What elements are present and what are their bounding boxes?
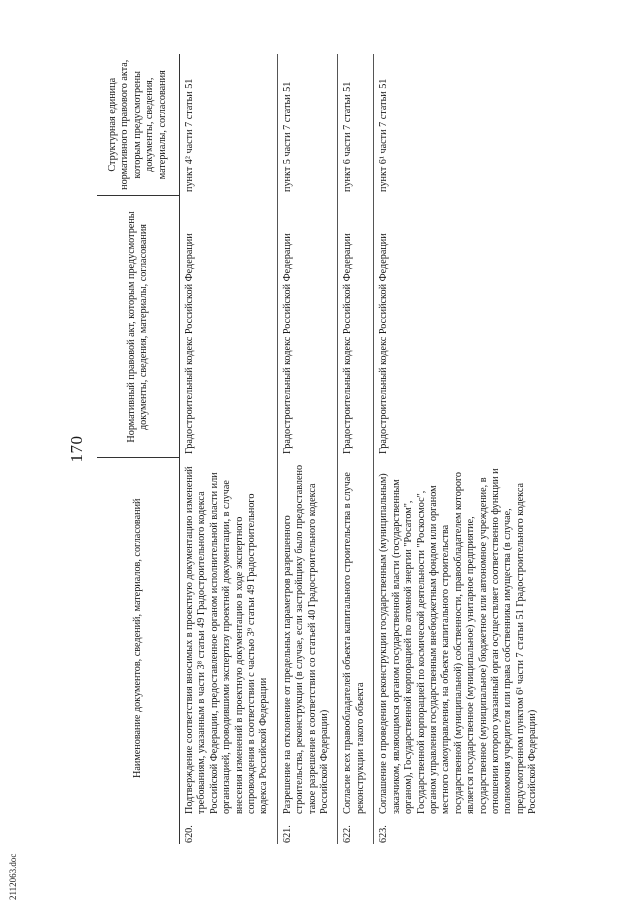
row-number: 620. xyxy=(184,825,195,843)
table-row xyxy=(374,54,546,844)
row-name: Подтверждение соответствия вносимых в проектную документацию изменений требованиям, указанным в части 3⁸ статьи 49 Градостроительного кодекса Российской Федерации, предоставленное органом исполнительной власти или организацией, проводившими экспертизу проектной документации, в случае внесения изменений в проектную документацию в ходе экспертного сопровождения в соответствии с частью 3⁹ статьи 49 Градостроительного кодекса Российской Федерации xyxy=(184,466,270,814)
row-unit: пункт 4² части 7 статьи 51 xyxy=(184,78,195,192)
row-number: 622. xyxy=(338,818,374,844)
header-number-cell xyxy=(97,818,180,844)
documents-table xyxy=(97,54,546,844)
row-unit: пункт 5 части 7 статьи 51 xyxy=(277,54,338,196)
page-number: 170 xyxy=(67,435,86,463)
row-act: Градостроительный кодекс Российской Федерации xyxy=(374,196,546,458)
row-name: Разрешение на отклонение от предельных параметров разрешенного строительства, реконструкции (в случае, если застройщику было предоставлено такое разрешение в соответствии со статьей 40 Градостроительного кодекса Российской Федерации) xyxy=(277,458,338,818)
document-file-id: 2112063.doc xyxy=(8,853,18,900)
table-row xyxy=(277,54,338,844)
row-unit: пункт 6 части 7 статьи 51 xyxy=(338,54,374,196)
row-name: Соглашение о проведении реконструкции государственным (муниципальным) заказчиком, являющимся органом государственной власти (государственным органом), Государственной корпорацией по атомной энергии "Росатом", Государственной корпорацией по космической деятельности "Роскосмос", органом управления государственным внебюджетным фондом или органом местного самоуправления, на объекте капитального строительства государственной (муниципальной) собственности, правообладателем которого является государственное (муниципальное) унитарное предприятие, государственное (муниципальное) бюджетное или автономное учреждение, в отношении которого указанный орган осуществляет соответственно функции и полномочия учредителя или права собственника имущества (в случае, предусмотренном пунктом 6¹ части 7 статьи 51 Градостроительного кодекса Российской Федерации) xyxy=(374,458,546,818)
row-act: Градостроительный кодекс Российской Федерации xyxy=(277,196,338,458)
table-row xyxy=(338,54,374,844)
row-act: Градостроительный кодекс Российской Федерации xyxy=(184,233,195,454)
table-row xyxy=(180,54,278,844)
row-act: Градостроительный кодекс Российской Федерации xyxy=(338,196,374,458)
table-header-row xyxy=(97,54,180,844)
header-name: Наименование документов, сведений, материалов, согласований xyxy=(97,458,180,818)
header-unit: Структурная единица нормативного правового акта, которым предусмотрены документы, сведения, материалы, согласования xyxy=(97,54,180,196)
row-number: 623. xyxy=(374,818,546,844)
row-number: 621. xyxy=(277,818,338,844)
rotated-page-content xyxy=(65,54,575,844)
row-unit: пункт 6¹ части 7 статьи 51 xyxy=(374,54,546,196)
row-name: Согласие всех правообладателей объекта капитального строительства в случае реконструкции такого объекта xyxy=(338,458,374,818)
header-act: Нормативный правовой акт, которым предусмотрены документы, сведения, материалы, согласования xyxy=(97,196,180,458)
